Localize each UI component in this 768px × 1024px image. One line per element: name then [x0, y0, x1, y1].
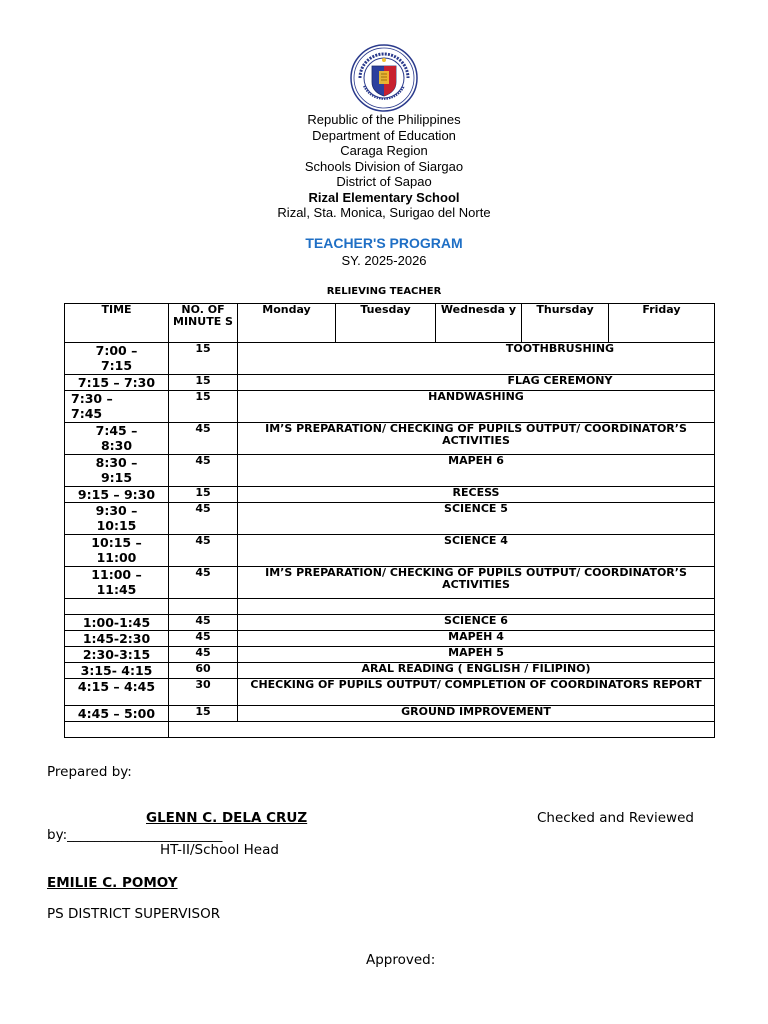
time-cell: 9:30 – 10:15: [65, 503, 169, 535]
minutes-cell: 60: [169, 663, 238, 679]
table-row: [65, 503, 715, 535]
table-row: [65, 391, 715, 423]
activity-cell: GROUND IMPROVEMENT: [238, 706, 715, 722]
page-title: TEACHER'S PROGRAM: [305, 235, 463, 251]
minutes-cell: 45: [169, 503, 238, 535]
school-address: Rizal, Sta. Monica, Surigao del Norte: [277, 205, 491, 220]
table-row: [65, 679, 715, 706]
minutes-cell: 15: [169, 343, 238, 375]
time-cell: 4:45 – 5:00: [65, 706, 169, 722]
time-cell: 7:45 – 8:30: [65, 423, 169, 455]
activity-cell: SCIENCE 6: [238, 615, 715, 631]
approved-label: Approved:: [366, 952, 436, 968]
time-cell: 7:15 – 7:30: [65, 375, 169, 391]
time-cell: 7:30 – 7:45: [65, 391, 169, 423]
activity-cell: RECESS: [238, 487, 715, 503]
header-line: District of Sapao: [336, 174, 432, 189]
preparer-position: HT-II/School Head: [160, 842, 279, 858]
deped-seal-logo: [350, 44, 418, 112]
preparer-name: GLENN C. DELA CRUZ: [146, 810, 308, 826]
school-name: Rizal Elementary School: [308, 189, 460, 205]
col-header-thursday: Thursday: [522, 304, 609, 343]
activity-cell: TOOTHBRUSHING: [238, 343, 715, 375]
schedule-table: [64, 303, 715, 738]
header-line: Schools Division of Siargao: [304, 158, 464, 174]
school-year: SY. 2025-2026: [341, 253, 427, 268]
time-cell: 1:00-1:45: [65, 615, 169, 631]
table-row: [65, 375, 715, 391]
subtitle: RELIEVING TEACHER: [326, 286, 442, 297]
table-row: [65, 722, 715, 738]
time-cell: 4:15 – 4:45: [65, 679, 169, 706]
table-row: [65, 343, 715, 375]
activity-cell: MAPEH 5: [238, 647, 715, 663]
time-cell: 3:15- 4:15: [65, 663, 169, 679]
table-row: [65, 567, 715, 599]
activity-cell: MAPEH 6: [238, 455, 715, 487]
header-line: Department of Education: [312, 127, 456, 143]
table-row: [65, 663, 715, 679]
time-cell: [65, 599, 169, 615]
time-cell: 9:15 – 9:30: [65, 487, 169, 503]
time-cell: 8:30 – 9:15: [65, 455, 169, 487]
table-row: [65, 706, 715, 722]
minutes-cell: 45: [169, 647, 238, 663]
table-header-row: [65, 304, 715, 343]
activity-cell: SCIENCE 4: [238, 535, 715, 567]
minutes-cell: 45: [169, 455, 238, 487]
table-row: [65, 599, 715, 615]
activity-cell: IM’S PREPARATION/ CHECKING OF PUPILS OUTPUT/ COORDINATOR’S ACTIVITIES: [238, 423, 715, 455]
activity-cell: [169, 722, 715, 738]
checked-reviewed-label: Checked and Reviewed: [537, 810, 694, 826]
table-row: [65, 631, 715, 647]
minutes-cell: 45: [169, 535, 238, 567]
table-row: [65, 423, 715, 455]
header-line: Republic of the Philippines: [307, 112, 461, 127]
minutes-cell: [169, 599, 238, 615]
activity-cell: CHECKING OF PUPILS OUTPUT/ COMPLETION OF COORDINATORS REPORT: [238, 679, 715, 706]
by-signature-line: by:_______________________: [47, 827, 223, 843]
minutes-cell: 15: [169, 706, 238, 722]
minutes-cell: 45: [169, 567, 238, 599]
table-row: [65, 535, 715, 567]
reviewer-name: EMILIE C. POMOY: [47, 875, 178, 891]
activity-cell: ARAL READING ( ENGLISH / FILIPINO): [238, 663, 715, 679]
minutes-cell: 15: [169, 487, 238, 503]
activity-cell: MAPEH 4: [238, 631, 715, 647]
activity-cell: IM’S PREPARATION/ CHECKING OF PUPILS OUTPUT/ COORDINATOR’S ACTIVITIES: [238, 567, 715, 599]
activity-cell: [238, 599, 715, 615]
minutes-cell: 45: [169, 615, 238, 631]
col-header-tuesday: Tuesday: [336, 304, 436, 343]
prepared-by-label: Prepared by:: [47, 764, 132, 780]
col-header-monday: Monday: [238, 304, 336, 343]
activity-cell: HANDWASHING: [238, 391, 715, 423]
minutes-cell: 45: [169, 423, 238, 455]
col-header-minutes: NO. OF MINUTE S: [169, 304, 238, 343]
time-cell: 1:45-2:30: [65, 631, 169, 647]
minutes-cell: 15: [169, 375, 238, 391]
minutes-cell: 15: [169, 391, 238, 423]
table-row: [65, 615, 715, 631]
table-row: [65, 487, 715, 503]
letterhead: [0, 112, 768, 221]
table-row: [65, 647, 715, 663]
time-cell: [65, 722, 169, 738]
col-header-time: TIME: [65, 304, 169, 343]
reviewer-position: PS DISTRICT SUPERVISOR: [47, 906, 221, 922]
time-cell: 10:15 – 11:00: [65, 535, 169, 567]
activity-cell: FLAG CEREMONY: [238, 375, 715, 391]
minutes-cell: 45: [169, 631, 238, 647]
time-cell: 7:00 – 7:15: [65, 343, 169, 375]
activity-cell: SCIENCE 5: [238, 503, 715, 535]
col-header-wednesday: Wednesda y: [436, 304, 522, 343]
table-row: [65, 455, 715, 487]
minutes-cell: 30: [169, 679, 238, 706]
time-cell: 2:30-3:15: [65, 647, 169, 663]
time-cell: 11:00 – 11:45: [65, 567, 169, 599]
header-line: Caraga Region: [340, 143, 428, 158]
col-header-friday: Friday: [609, 304, 715, 343]
